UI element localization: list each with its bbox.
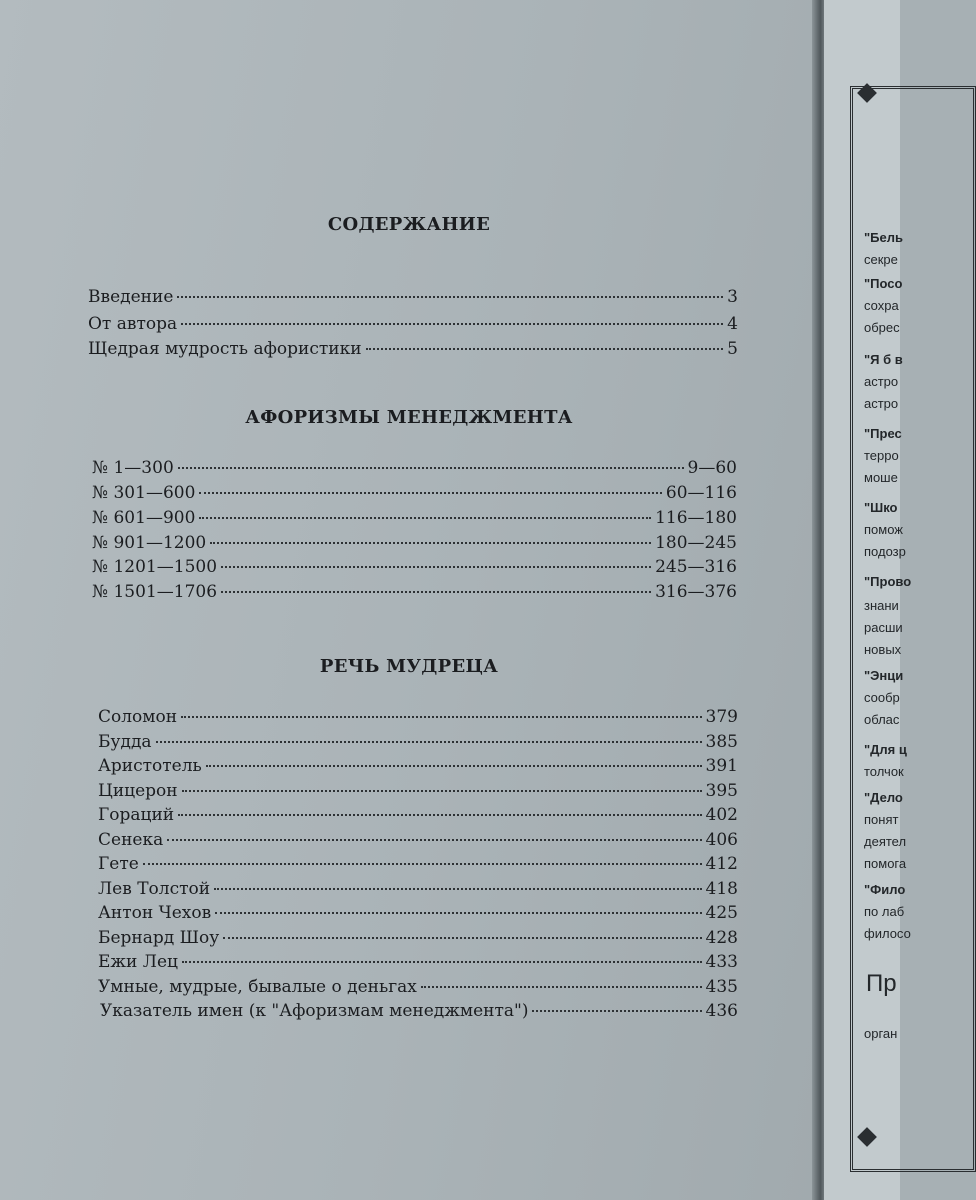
- toc-entry: [88, 338, 738, 360]
- dot-leader: [366, 347, 724, 350]
- toc-entry-label: Указатель имен (к "Афоризмам менеджмента"): [100, 1001, 529, 1021]
- section-heading-sage: РЕЧЬ МУДРЕЦА: [319, 656, 499, 677]
- toc-entry-page: 428: [705, 928, 738, 948]
- toc-entry-label: № 1201—1500: [92, 557, 218, 577]
- adjacent-page-text-fragment: по лаб: [864, 904, 905, 919]
- toc-entry-label: Гораций: [98, 805, 175, 825]
- toc-entry-label: Антон Чехов: [98, 903, 212, 923]
- dot-leader: [143, 862, 702, 865]
- toc-entry: [92, 482, 737, 504]
- adjacent-page-text-fragment: расши: [864, 620, 903, 635]
- adjacent-page-text-fragment: сохра: [864, 298, 899, 313]
- section-heading-aphorisms: АФОРИЗМЫ МЕНЕДЖМЕНТА: [245, 407, 573, 428]
- adjacent-page: [824, 0, 912, 1200]
- toc-entry-label: № 601—900: [92, 508, 196, 528]
- adjacent-page-text-fragment: сообр: [864, 690, 900, 705]
- adjacent-page-text-fragment: подозр: [864, 544, 906, 559]
- adjacent-page-text-fragment: секре: [864, 252, 898, 267]
- adjacent-page-text-fragment: "Я б в: [864, 352, 903, 367]
- dot-leader: [199, 516, 651, 519]
- adjacent-page-text-fragment: знани: [864, 598, 899, 613]
- toc-entry-label: Ежи Лец: [98, 952, 178, 972]
- toc-entry: [100, 1000, 738, 1022]
- adjacent-page-text-fragment: астро: [864, 396, 899, 411]
- dot-leader: [178, 466, 684, 469]
- toc-entry-page: 316—376: [655, 582, 737, 602]
- toc-entry: [98, 878, 738, 900]
- dot-leader: [532, 1009, 701, 1012]
- toc-entry-label: № 1501—1706: [92, 582, 218, 602]
- dot-leader: [167, 838, 701, 841]
- toc-entry-page: 418: [705, 879, 738, 899]
- toc-entry-page: 245—316: [655, 557, 737, 577]
- toc-entry-page: 425: [705, 903, 738, 923]
- toc-entry: [92, 556, 737, 578]
- toc-entry-page: 4: [727, 314, 738, 334]
- adjacent-page-text-fragment: "Прес: [864, 426, 902, 441]
- toc-entry-label: Щедрая мудрость афористики: [88, 339, 362, 359]
- adjacent-page-text-fragment: моше: [864, 470, 898, 485]
- toc-entry: [98, 706, 738, 728]
- section-heading-contents: СОДЕРЖАНИЕ: [327, 214, 491, 235]
- adjacent-page-text-fragment: "Бель: [864, 230, 903, 245]
- toc-entry-page: 116—180: [655, 508, 737, 528]
- toc-entry: [88, 286, 738, 308]
- toc-entry: [98, 804, 738, 826]
- dot-leader: [206, 764, 702, 767]
- adjacent-page-text-fragment: "Для ц: [864, 742, 907, 757]
- adjacent-page-text-fragment: обрес: [864, 320, 900, 335]
- dot-leader: [177, 295, 723, 298]
- book-spine-gutter: [812, 0, 824, 1200]
- toc-entry-label: Гете: [98, 854, 139, 874]
- toc-entry-label: Соломон: [98, 707, 178, 727]
- toc-entry-page: 385: [705, 732, 738, 752]
- adjacent-page-text-fragment: помож: [864, 522, 903, 537]
- toc-entry-page: 435: [705, 977, 738, 997]
- dot-leader: [199, 491, 662, 494]
- toc-entry: [98, 829, 738, 851]
- toc-entry-page: 406: [705, 830, 738, 850]
- toc-entry-page: 5: [727, 339, 738, 359]
- toc-entry: [98, 927, 738, 949]
- toc-entry: [98, 853, 738, 875]
- adjacent-page-text-fragment: терро: [864, 448, 899, 463]
- adjacent-page-text-fragment: "Посо: [864, 276, 903, 291]
- toc-entry-label: № 901—1200: [92, 533, 207, 553]
- dot-leader: [221, 565, 651, 568]
- toc-entry: [92, 457, 737, 479]
- toc-entry-label: Цицерон: [98, 781, 178, 801]
- toc-entry-label: № 1—300: [92, 458, 174, 478]
- dot-leader: [421, 985, 702, 988]
- dot-leader: [214, 887, 701, 890]
- toc-entry: [88, 313, 738, 335]
- toc-entry: [92, 532, 737, 554]
- toc-entry-page: 3: [727, 287, 738, 307]
- toc-entry-page: 402: [705, 805, 738, 825]
- toc-entry-page: 60—116: [665, 483, 737, 503]
- adjacent-page-text-fragment: "Энци: [864, 668, 904, 683]
- toc-entry-label: Бернард Шоу: [98, 928, 220, 948]
- toc-entry-label: Будда: [98, 732, 152, 752]
- toc-entry-page: 436: [705, 1001, 738, 1021]
- toc-entry: [98, 755, 738, 777]
- adjacent-page-text-fragment: помога: [864, 856, 907, 871]
- adjacent-page-text-fragment: толчок: [864, 764, 904, 779]
- toc-entry: [92, 507, 737, 529]
- toc-entry-label: Сенека: [98, 830, 164, 850]
- toc-entry-label: Лев Толстой: [98, 879, 211, 899]
- dot-leader: [182, 789, 702, 792]
- toc-entry-page: 180—245: [655, 533, 737, 553]
- adjacent-page-text-fragment: деятел: [864, 834, 907, 849]
- adjacent-page-text-fragment: "Фило: [864, 882, 906, 897]
- adjacent-page-text-fragment: "Шко: [864, 500, 898, 515]
- toc-entry-label: От автора: [88, 314, 178, 334]
- adjacent-page-text-fragment: "Дело: [864, 790, 903, 805]
- dot-leader: [215, 911, 701, 914]
- toc-entry-label: Аристотель: [98, 756, 202, 776]
- toc-entry-page: 379: [705, 707, 738, 727]
- dot-leader: [156, 740, 702, 743]
- dot-leader: [182, 960, 702, 963]
- adjacent-page-text-fragment: новых: [864, 642, 902, 657]
- dot-leader: [181, 322, 723, 325]
- adjacent-page-text-fragment: астро: [864, 374, 899, 389]
- dot-leader: [221, 590, 651, 593]
- toc-entry: [98, 780, 738, 802]
- dot-leader: [178, 813, 701, 816]
- toc-entry-page: 9—60: [687, 458, 737, 478]
- toc-entry: [98, 976, 738, 998]
- adjacent-page-text-fragment: орган: [864, 1026, 898, 1041]
- adjacent-page-text-fragment: понят: [864, 812, 899, 827]
- toc-entry-page: 391: [705, 756, 738, 776]
- toc-entry-label: Умные, мудрые, бывалые о деньгах: [98, 977, 417, 997]
- toc-entry: [98, 731, 738, 753]
- adjacent-page-text-fragment: "Прово: [864, 574, 912, 589]
- toc-entry-page: 412: [705, 854, 738, 874]
- dot-leader: [181, 715, 701, 718]
- toc-entry-page: 395: [705, 781, 738, 801]
- toc-entry: [98, 951, 738, 973]
- adjacent-page-text-fragment: облас: [864, 712, 900, 727]
- toc-entry-label: Введение: [88, 287, 174, 307]
- dot-leader: [223, 936, 701, 939]
- dot-leader: [210, 541, 651, 544]
- adjacent-page-text-fragment: филосо: [864, 926, 911, 941]
- toc-entry-page: 433: [705, 952, 738, 972]
- toc-entry-label: № 301—600: [92, 483, 196, 503]
- toc-entry: [92, 581, 737, 603]
- toc-entry: [98, 902, 738, 924]
- adjacent-page-text-fragment: Пр: [866, 970, 897, 997]
